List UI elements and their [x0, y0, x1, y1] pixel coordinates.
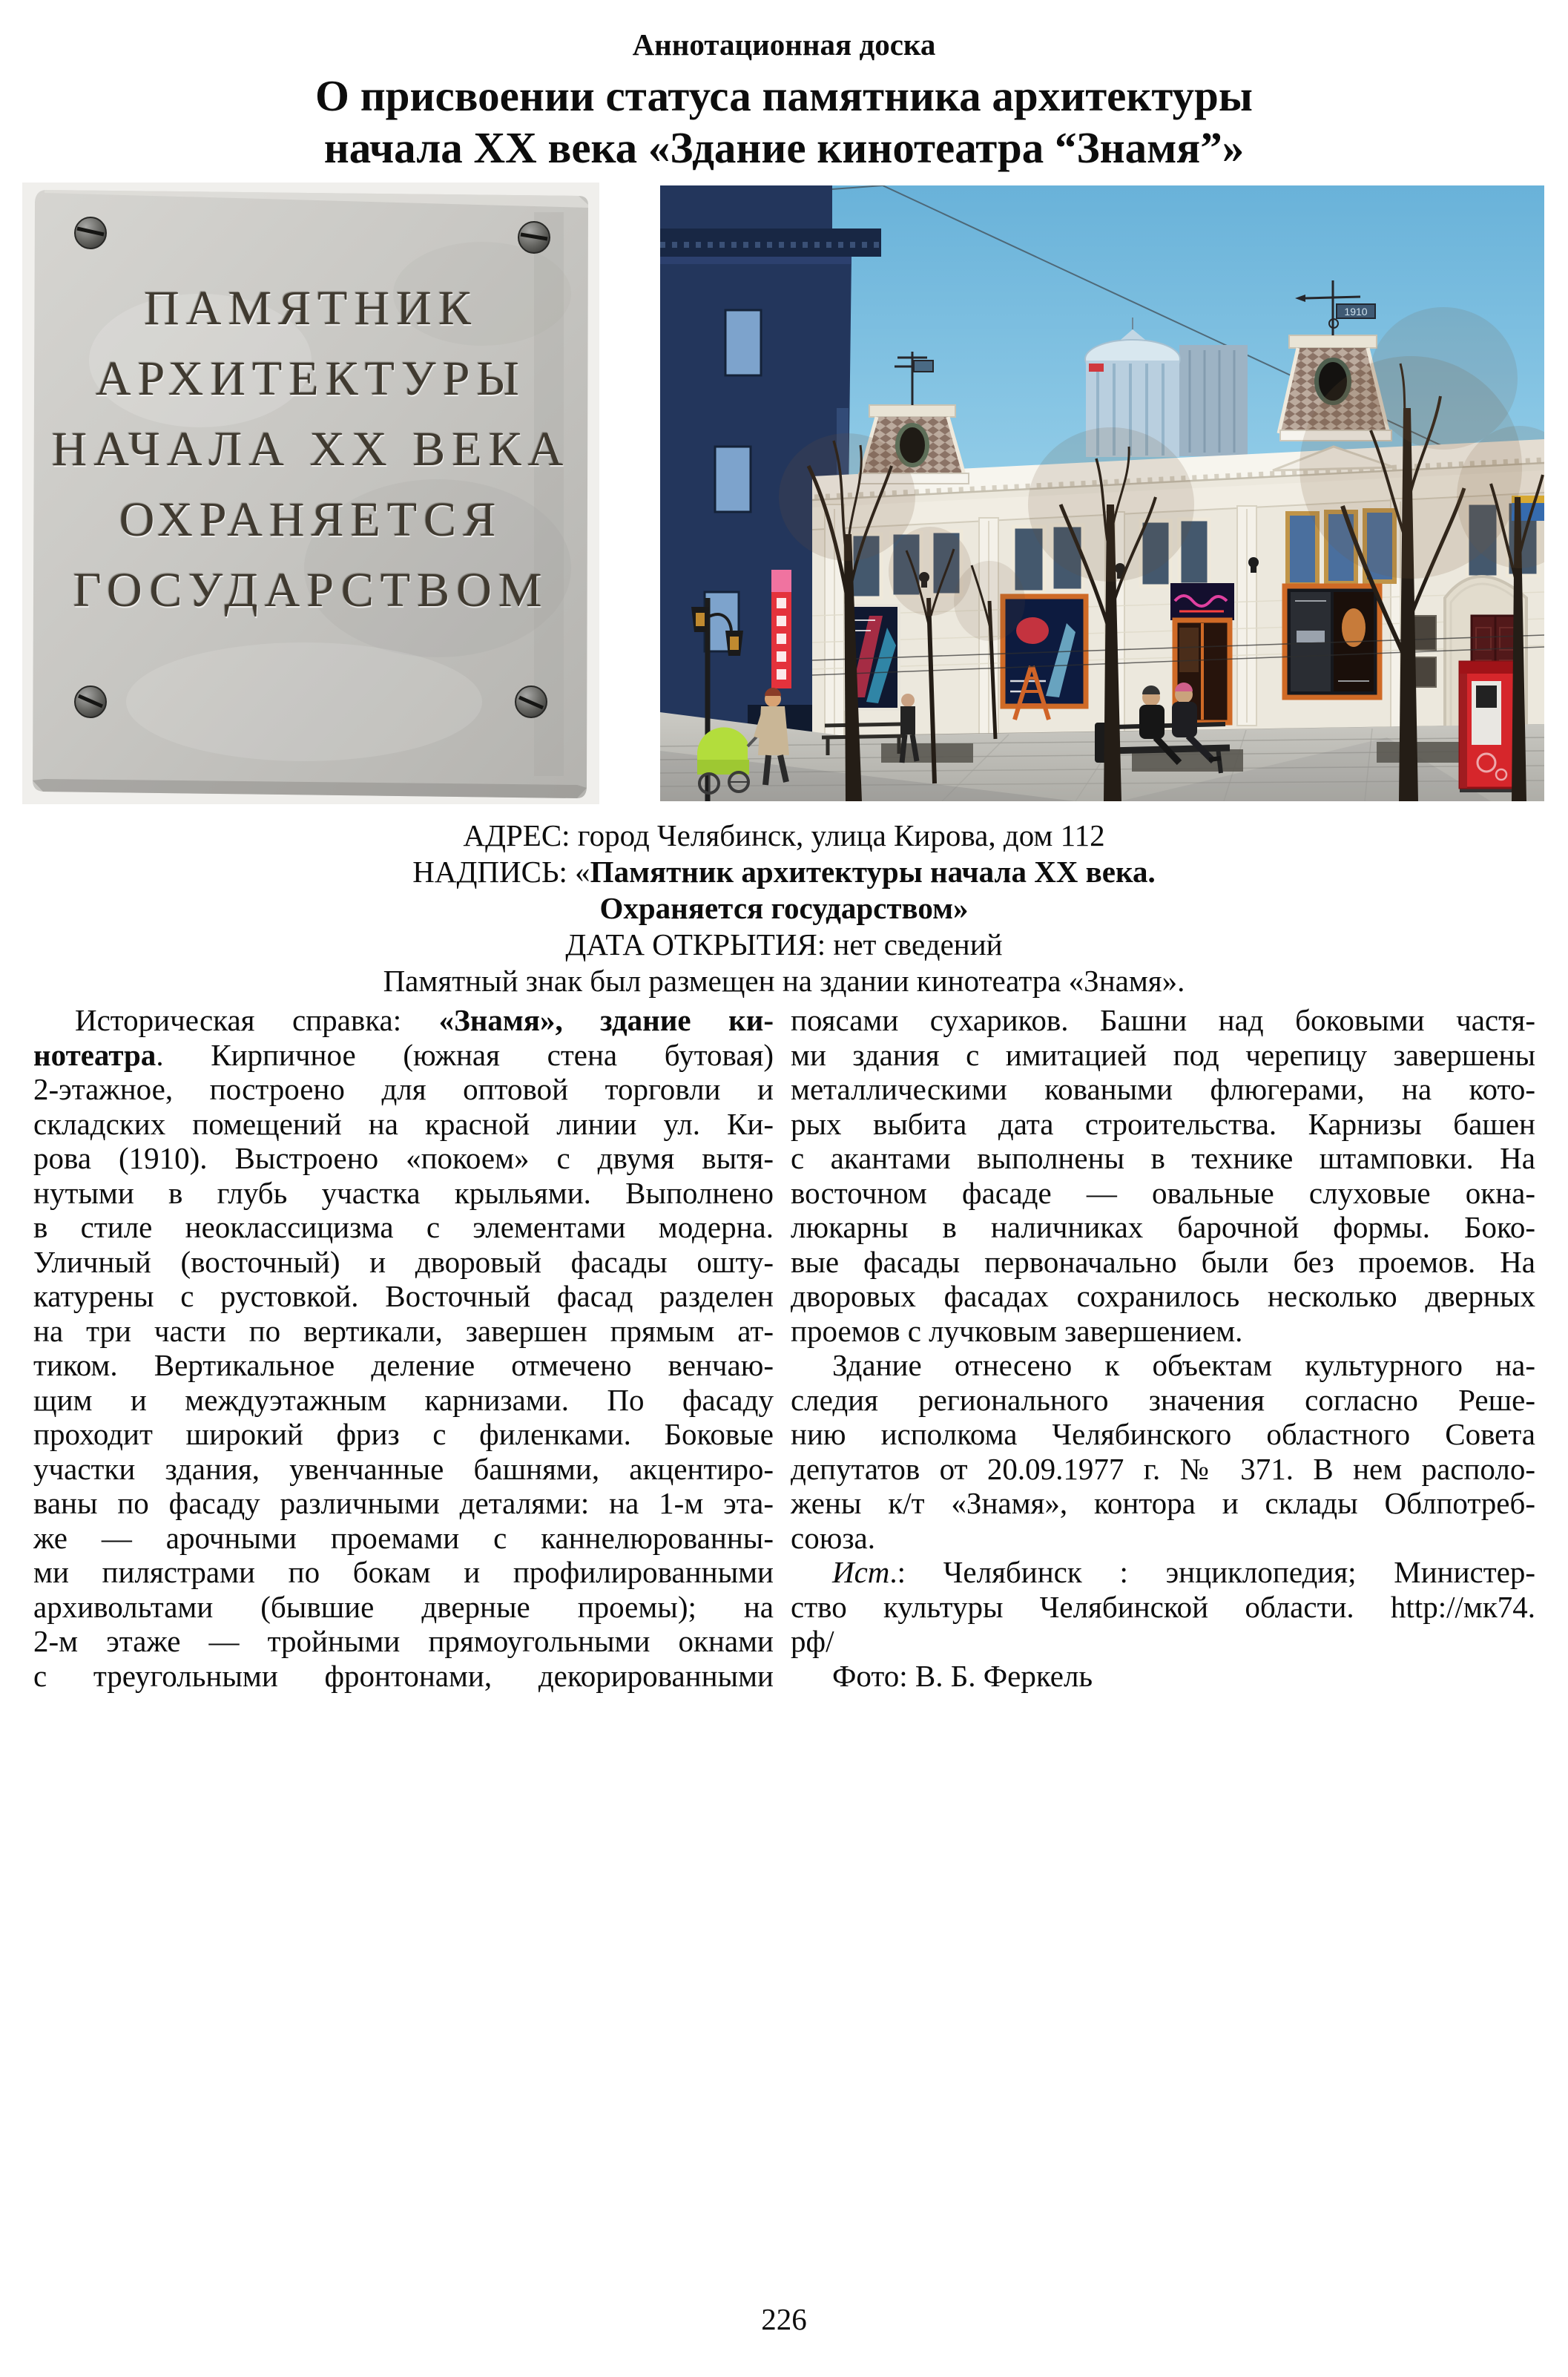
text-line: следия регионального значения согласно Реше- [791, 1382, 1535, 1417]
text-line: металлическими коваными флюгерами, на кото- [791, 1072, 1535, 1106]
text-line: жены к/т «Знамя», контора и склады Облпотреб- [791, 1486, 1535, 1520]
plaque-photo [22, 183, 599, 804]
text-line: Фото: В. Б. Феркель [832, 1658, 1093, 1693]
text-line: ми пилястрами по бокам и профилированными [33, 1555, 774, 1589]
text-line: рых выбита дата строительства. Карнизы башен [791, 1106, 1535, 1141]
text-line: восточном фасаде — овальные слуховые окна- [791, 1175, 1535, 1210]
building-photo-graphic [660, 185, 1544, 801]
text-line: нию исполкома Челябинского областного Совета [791, 1417, 1535, 1451]
text-line: Ист.: Челябинск : энциклопедия; Министер- [832, 1555, 1535, 1589]
text-line: нутыми в глубь участка крыльями. Выполнено [33, 1175, 774, 1210]
kicker: Аннотационная доска [632, 27, 936, 62]
text-line: складских помещений на красной линии ул. Ки- [33, 1106, 774, 1141]
plaque-line: ГОСУДАРСТВОМ [73, 563, 549, 617]
screw-bottom-right [515, 686, 547, 717]
text-line: ваны по фасаду различными деталями: на 1-м эта- [33, 1486, 774, 1520]
text-line: участки здания, увенчанные башнями, акцентиро- [33, 1451, 774, 1486]
page-number: 226 [761, 2302, 807, 2336]
plaque-line: ОХРАНЯЕТСЯ [119, 493, 503, 547]
text-line: 2-этажное, построено для оптовой торговли и [33, 1072, 774, 1106]
text-line: поясами сухариков. Башни над боковыми частя- [791, 1003, 1535, 1037]
screw-top-left [75, 217, 106, 249]
text-line: щим и междуэтажным карнизами. По фасаду [33, 1382, 774, 1417]
text-line: проемов с лучковым завершением. [791, 1313, 1243, 1348]
text-line: Охраняется государством» [599, 891, 969, 925]
text-line: вые фасады первоначально были без проемов. На [791, 1244, 1535, 1279]
text-line: ство культуры Челябинской области. http://мк74. [791, 1589, 1535, 1624]
text-line: тиком. Вертикальное деление отмечено венчаю- [33, 1348, 774, 1382]
text-line: Уличный (восточный) и дворовый фасады ошту- [33, 1244, 774, 1279]
text-line: депутатов от 20.09.1977 г. № 371. В нем располо- [791, 1451, 1535, 1486]
title-line-1: О присвоении статуса памятника архитектуры [315, 71, 1253, 120]
weathervane-date: 1910 [1344, 306, 1368, 318]
text-line: в стиле неоклассицизма с элементами модерна. [33, 1210, 774, 1244]
red-vertical-sign [771, 570, 791, 688]
text-line: на три части по вертикали, завершен прямым ат- [33, 1313, 774, 1348]
page-title [0, 70, 1568, 174]
text-line: ДАТА ОТКРЫТИЯ: нет сведений [565, 927, 1003, 961]
text-line: люкарны в наличниках барочной формы. Боко- [791, 1210, 1535, 1244]
vending-machine [1460, 662, 1518, 792]
plaque-line: АРХИТЕКТУРЫ [96, 352, 526, 406]
text-line: НАДПИСЬ: «Памятник архитектуры начала XX века. [412, 855, 1156, 889]
info-block [0, 818, 1568, 999]
text-line: катурены с рустовкой. Восточный фасад разделен [33, 1279, 774, 1313]
text-line: Историческая справка: «Знамя», здание ки- [75, 1003, 774, 1037]
text-line: проходит широкий фриз с филенками. Боковые [33, 1417, 774, 1451]
text-line: рф/ [791, 1624, 834, 1658]
plaque-line: ПАМЯТНИК [144, 281, 478, 335]
body-column-right [791, 1003, 1535, 1693]
text-line: ми здания с имитацией под черепицу завершены [791, 1037, 1535, 1072]
text-line: нотеатра. Кирпичное (южная стена бутовая) [33, 1037, 774, 1072]
text-line: союза. [791, 1520, 875, 1555]
text-line: с треугольными фронтонами, декорированными [33, 1658, 774, 1693]
text-line: Здание отнесено к объектам культурного на- [832, 1348, 1535, 1382]
text-line: дворовых фасадах сохранилось несколько дверных [791, 1279, 1535, 1313]
text-line: архивольтами (бывшие дверные проемы); на [33, 1589, 774, 1624]
text-line: же — арочными проемами с каннелюрованны- [33, 1520, 774, 1555]
plaque-inscription [22, 273, 599, 625]
screw-bottom-left [75, 686, 106, 717]
text-line: рова (1910). Выстроено «покоем» с двумя вытя- [33, 1141, 774, 1175]
text-line: 2-м этаже — тройными прямоугольными окнами [33, 1624, 774, 1658]
title-line-2: начала XX века «Здание кинотеатра “Знамя”» [323, 123, 1245, 172]
text-line: АДРЕС: город Челябинск, улица Кирова, дом 112 [463, 818, 1105, 852]
body-column-left [33, 1003, 774, 1693]
text-line: с акантами выполнены в технике штамповки. На [791, 1141, 1535, 1175]
screw-top-right [518, 222, 550, 253]
text-line: Памятный знак был размещен на здании кинотеатра «Знамя». [383, 964, 1185, 998]
building-photo [660, 185, 1544, 801]
plaque-line: НАЧАЛА XX ВЕКА [51, 422, 570, 476]
